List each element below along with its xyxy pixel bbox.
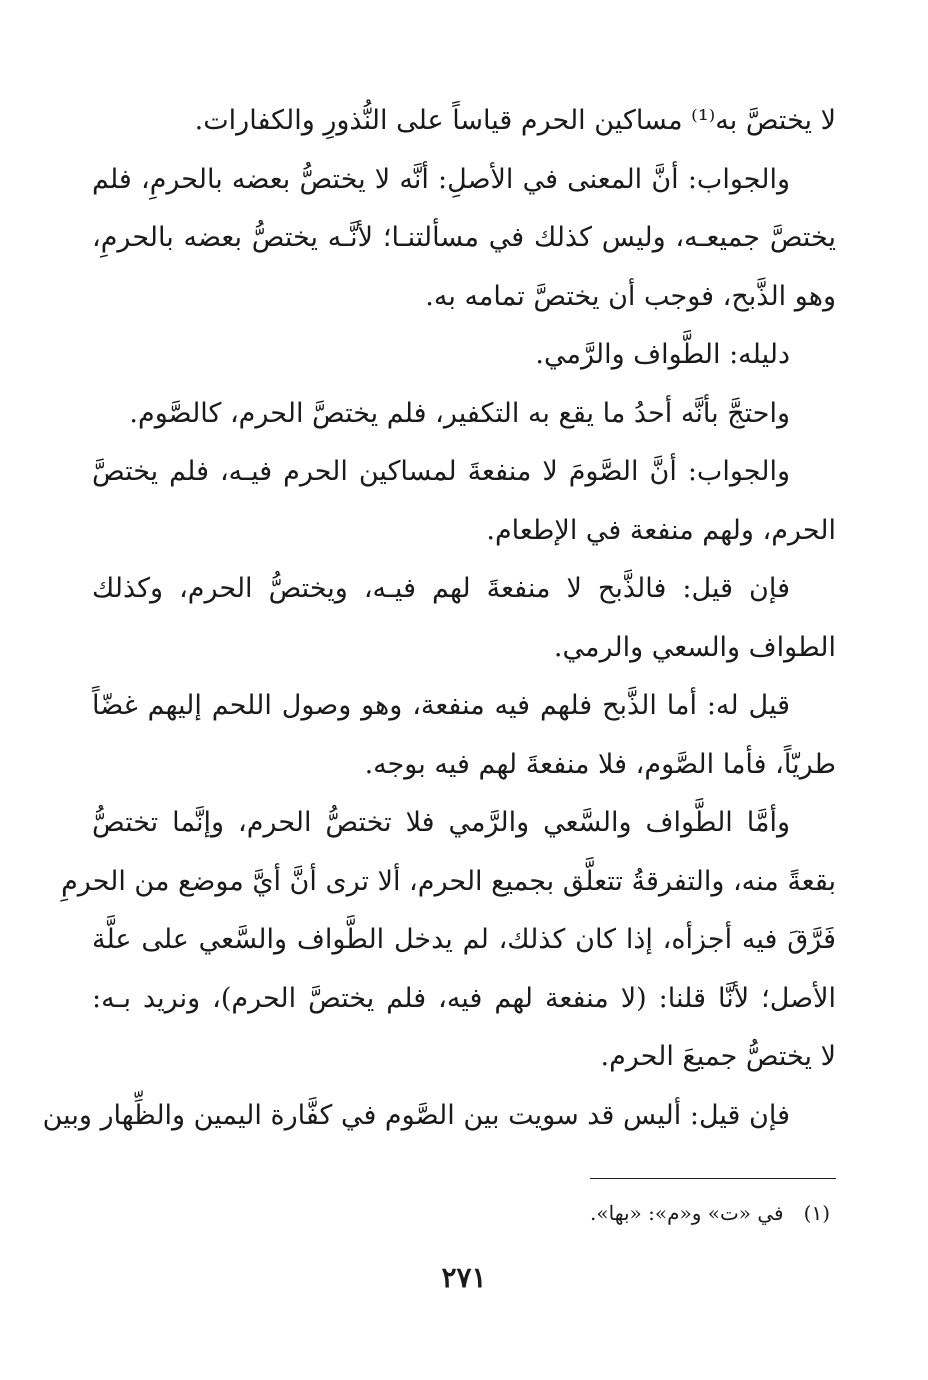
text-line: وأمَّا الطَّواف والسَّعي والرَّمي فلا تختصُّ الحرم، وإنَّما تختصُّ [92,807,790,838]
text-line: الطواف والسعي والرمي. [553,631,836,663]
footnote [230,1196,830,1230]
text-line: واحتجَّ بأنَّه أحدُ ما يقع به التكفير، فلم يختصَّ الحرم، كالصَّوم. [129,397,790,429]
text-line: لا يختصَّ به⁽¹⁾ مساكين الحرم قياساً على النُّذورِ والكفارات. [194,105,836,136]
text-line: بقعةً منه، والتفرقةُ تتعلَّق بجميع الحرم، ألا ترى أنَّ أيَّ موضع من الحرمِ [61,865,836,897]
text-line: الأصل؛ لأنَّا قلنا: (لا منفعة لهم فيه، فلم يختصَّ الحرم)، ونريد بـه: [92,982,836,1014]
footnote-text: في «ت» و«م»: «بها». [590,1201,784,1225]
text-line: يختصَّ جميعـه، وليس كذلك في مسألتنـا؛ لأنَّـه يختصُّ بعضه بالحرمِ، [92,222,836,253]
text-line: وهو الذَّبح، فوجب أن يختصَّ تمامه به. [425,280,836,312]
text-line: لا يختصُّ جميعَ الحرم. [600,1041,836,1072]
footnote-number: (١) [803,1201,830,1225]
text-line: فإن قيل: أليس قد سويت بين الصَّوم في كفَّارة اليمين والظِّهار وبين [42,1099,790,1131]
text-line: دليله: الطَّواف والرَّمي. [535,339,790,370]
text-line: طريّاً، فأما الصَّوم، فلا منفعةَ لهم فيه بوجه. [364,748,836,780]
footnote-separator [590,1178,836,1179]
text-line: والجواب: أنَّ الصَّومَ لا منفعةَ لمساكين الحرم فيـه، فلم يختصَّ [92,456,790,487]
body-text [42,92,836,1145]
text-line: الحرم، ولهم منفعة في الإطعام. [486,514,836,546]
page-number: ٢٧١ [441,1261,487,1294]
text-line: والجواب: أنَّ المعنى في الأصلِ: أنَّه لا يختصُّ بعضه بالحرمِ، فلم [92,163,790,195]
text-line: فإن قيل: فالذَّبح لا منفعةَ لهم فيـه، ويختصُّ الحرم، وكذلك [92,573,790,604]
text-line: قيل له: أما الذَّبح فلهم فيه منفعة، وهو وصول اللحم إليهم غضّاً [92,690,790,721]
text-line: فَرَّقَ فيه أجزأه، إذا كان كذلك، لم يدخل الطَّواف والسَّعي على علَّة [92,924,836,955]
